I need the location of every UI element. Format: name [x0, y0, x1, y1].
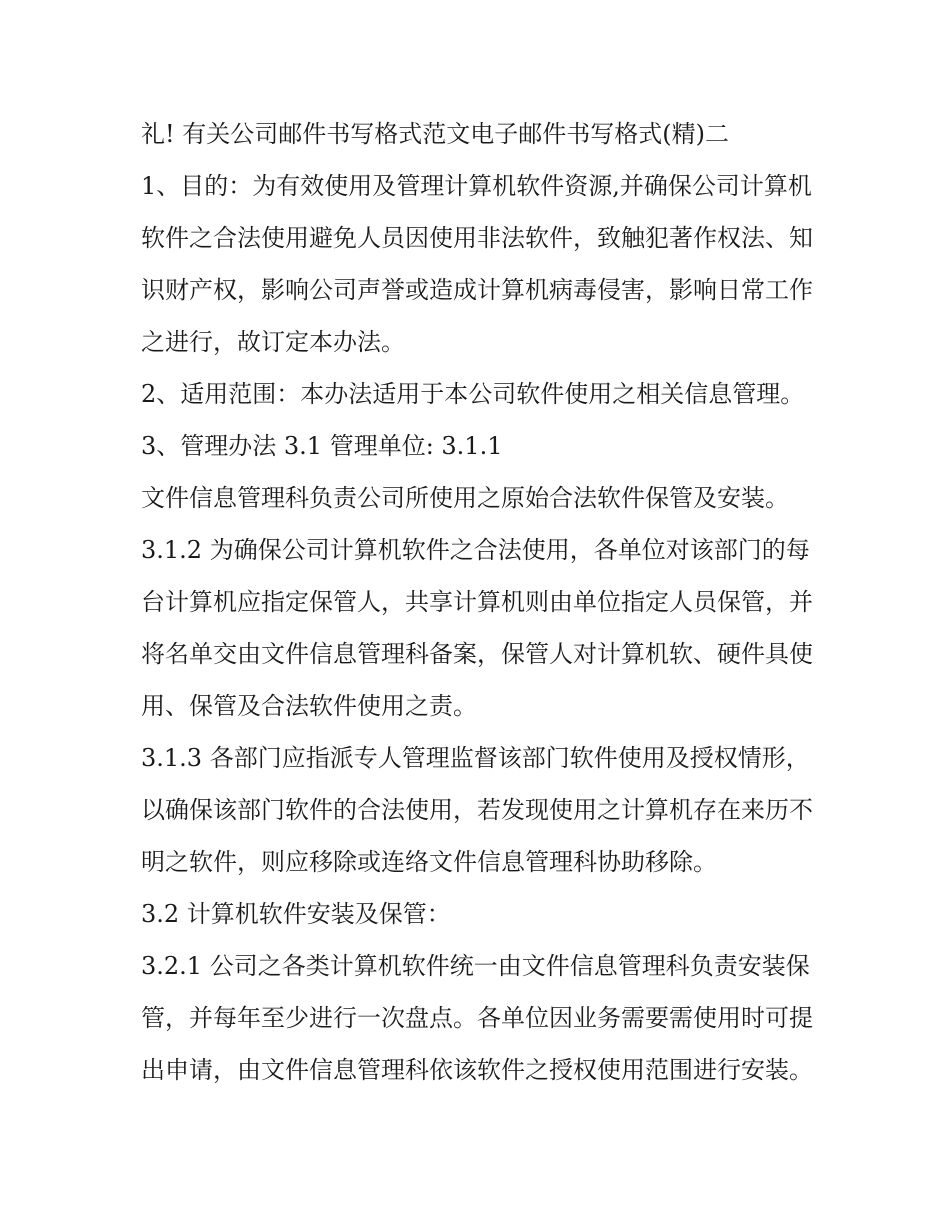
paragraph-3-1-2: 3.1.2 为确保公司计算机软件之合法使用，各单位对该部门的每台计算机应指定保管人，共享计算机则由单位指定人员保管，并将名单交由文件信息管理科备案，保管人对计算机软、硬件具使用、保管及合法软件使用之责。 — [141, 536, 813, 720]
paragraph-3-1-1: 文件信息管理科负责公司所使用之原始合法软件保管及安装。 — [141, 484, 789, 512]
paragraph-3-2-1: 3.2.1 公司之各类计算机软件统一由文件信息管理科负责安装保管，并每年至少进行一次盘点。各单位因业务需要需使用时可提出申请，由文件信息管理科依该软件之授权使用范围进行安装。 — [141, 952, 813, 1084]
paragraph-purpose: 1、目的：为有效使用及管理计算机软件资源,并确保公司计算机软件之合法使用避免人员因使用非法软件，致触犯著作权法、知识财产权，影响公司声誉或造成计算机病毒侵害，影响日常工作之进行，故订定本办法。 — [141, 172, 813, 356]
paragraph-title-line: 礼! 有关公司邮件书写格式范文电子邮件书写格式(精)二 — [141, 120, 729, 148]
document-body — [141, 108, 821, 1096]
paragraph-scope: 2、适用范围：本办法适用于本公司软件使用之相关信息管理。 3、管理办法 3.1 管理单位: 3.1.1 — [141, 380, 805, 460]
paragraph-3-1-3: 3.1.3 各部门应指派专人管理监督该部门软件使用及授权情形，以确保该部门软件的合法使用，若发现使用之计算机存在来历不明之软件，则应移除或连络文件信息管理科协助移除。 — [141, 744, 813, 876]
heading-3-2: 3.2 计算机软件安装及保管： — [141, 900, 451, 928]
